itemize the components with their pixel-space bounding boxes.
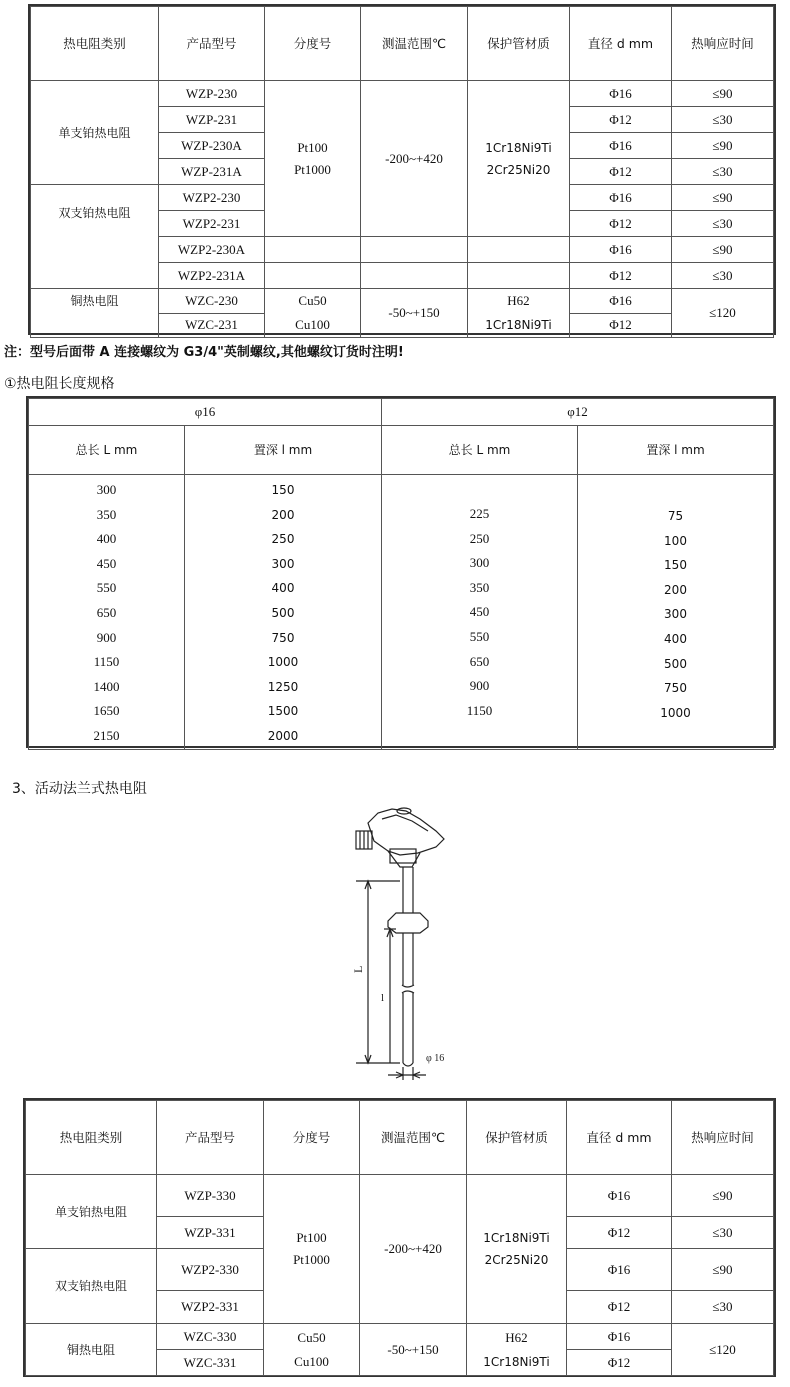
response-cell: ≤30	[672, 263, 774, 289]
diameter-cell: Φ12	[567, 1350, 672, 1376]
response-cell: ≤120	[672, 1324, 774, 1376]
list-item: 1150	[93, 654, 120, 670]
section-3-title: 3、活动法兰式热电阻	[12, 781, 147, 797]
list-item: 350	[469, 579, 490, 595]
response-cell: ≤30	[672, 1217, 774, 1249]
diameter-cell: Φ16	[570, 133, 672, 159]
list-item: 100	[664, 533, 687, 548]
spec-table-1	[28, 4, 776, 335]
empty-cell	[361, 263, 468, 289]
response-cell: ≤30	[672, 1291, 774, 1324]
list-item: 900	[469, 678, 490, 694]
material-cell: H62 1Cr18Ni9Ti	[468, 289, 570, 338]
length-column	[382, 475, 578, 750]
empty-cell	[361, 237, 468, 263]
header-range: 测温范围℃	[360, 1101, 467, 1175]
response-cell: ≤90	[672, 1175, 774, 1217]
list-item: 150	[664, 558, 687, 573]
header-category: 热电阻类别	[31, 7, 159, 81]
list-item: 500	[271, 605, 295, 620]
dim-label-diameter: φ 16	[426, 1053, 445, 1064]
header-insert-depth: 置深 l mm	[578, 426, 774, 475]
diameter-cell: Φ16	[570, 81, 672, 107]
category-cell: 铜热电阻	[26, 1324, 157, 1376]
diameter-cell: Φ12	[570, 211, 672, 237]
list-item: 200	[271, 507, 295, 522]
response-cell: ≤90	[672, 133, 774, 159]
length-table	[26, 396, 776, 748]
list-item: 1000	[660, 705, 691, 720]
response-cell: ≤90	[672, 185, 774, 211]
model-cell: WZP-330	[157, 1175, 264, 1217]
model-cell: WZP-230A	[159, 133, 265, 159]
response-cell: ≤90	[672, 237, 774, 263]
list-item: 400	[271, 581, 295, 596]
model-cell: WZP2-330	[157, 1249, 264, 1291]
list-item: 550	[96, 580, 117, 596]
model-cell: WZC-230	[159, 289, 265, 314]
list-item: 300	[664, 607, 687, 622]
empty-cell	[265, 237, 361, 263]
header-total-length: 总长 L mm	[29, 426, 185, 475]
list-item: 225	[469, 506, 490, 521]
list-item: 300	[96, 482, 117, 497]
header-response: 热响应时间	[672, 1101, 774, 1175]
list-item: 1400	[93, 678, 120, 694]
model-cell: WZP2-230A	[159, 237, 265, 263]
header-model: 产品型号	[157, 1101, 264, 1175]
diameter-cell: Φ16	[570, 289, 672, 314]
list-item: 200	[664, 582, 687, 597]
category-cell: 单支铂热电阻	[26, 1175, 157, 1249]
material-cell: 1Cr18Ni9Ti 2Cr25Ni20	[467, 1175, 567, 1324]
model-cell: WZP-231	[159, 107, 265, 133]
header-graduation: 分度号	[264, 1101, 360, 1175]
model-cell: WZP2-231A	[159, 263, 265, 289]
list-item: 500	[664, 656, 687, 671]
list-item: 1150	[466, 702, 493, 718]
diameter-cell: Φ12	[570, 263, 672, 289]
list-item: 350	[96, 506, 117, 522]
response-cell: ≤90	[672, 1249, 774, 1291]
model-cell: WZP-230	[159, 81, 265, 107]
response-cell: ≤90	[672, 81, 774, 107]
list-item: 300	[271, 556, 295, 571]
diameter-cell: Φ16	[570, 237, 672, 263]
depth-column	[578, 475, 774, 750]
category-cell: 铜热电阻	[31, 289, 159, 338]
model-cell: WZP-331	[157, 1217, 264, 1249]
diameter-cell: Φ12	[570, 159, 672, 185]
list-item: 900	[96, 629, 117, 645]
list-item: 400	[664, 631, 687, 646]
flange-thermometer-diagram	[340, 805, 470, 1085]
header-model: 产品型号	[159, 7, 265, 81]
category-cell: 双支铂热电阻	[31, 185, 159, 289]
spec-table-2	[23, 1098, 776, 1377]
range-cell: -50~+150	[360, 1324, 467, 1376]
model-cell: WZC-231	[159, 313, 265, 338]
list-item: 1650	[93, 703, 120, 719]
list-item: 300	[469, 555, 490, 571]
graduation-cell: Pt100 Pt1000	[265, 81, 361, 237]
model-cell: WZC-330	[157, 1324, 264, 1350]
header-material: 保护管材质	[467, 1101, 567, 1175]
list-item: 250	[271, 532, 295, 547]
empty-cell	[265, 263, 361, 289]
thread-note: 注：型号后面带 A 连接螺纹为 G3/4"英制螺纹,其他螺纹订货时注明!	[4, 345, 404, 360]
diameter-cell: Φ12	[567, 1291, 672, 1324]
diameter-cell: Φ16	[567, 1249, 672, 1291]
group-phi12: φ12	[382, 399, 774, 426]
length-spec-title: ①热电阻长度规格	[4, 376, 115, 392]
list-item: 150	[271, 483, 295, 497]
list-item: 450	[96, 555, 117, 571]
list-item: 2150	[93, 727, 120, 743]
length-column	[29, 475, 185, 750]
header-response: 热响应时间	[672, 7, 774, 81]
list-item: 400	[96, 531, 117, 547]
header-material: 保护管材质	[468, 7, 570, 81]
model-cell: WZC-331	[157, 1350, 264, 1376]
list-item: 75	[667, 509, 684, 523]
header-total-length: 总长 L mm	[382, 426, 578, 475]
list-item: 650	[96, 604, 117, 620]
model-cell: WZP-231A	[159, 159, 265, 185]
header-diameter: 直径 d mm	[567, 1101, 672, 1175]
list-item: 2000	[267, 728, 299, 743]
graduation-cell: Cu50 Cu100	[265, 289, 361, 338]
list-item: 750	[271, 630, 295, 645]
list-item: 1500	[267, 704, 299, 719]
list-item: 250	[469, 530, 490, 546]
list-item: 650	[469, 653, 490, 669]
empty-cell	[468, 263, 570, 289]
response-cell: ≤30	[672, 211, 774, 237]
diameter-cell: Φ12	[570, 313, 672, 338]
dim-label-l: l	[381, 992, 385, 1004]
category-cell: 双支铂热电阻	[26, 1249, 157, 1324]
graduation-cell: Pt100 Pt1000	[264, 1175, 360, 1324]
model-cell: WZP2-231	[159, 211, 265, 237]
graduation-cell: Cu50 Cu100	[264, 1324, 360, 1376]
response-cell: ≤30	[672, 159, 774, 185]
list-item: 550	[469, 628, 490, 644]
list-item: 450	[469, 604, 490, 620]
diameter-cell: Φ12	[570, 107, 672, 133]
header-graduation: 分度号	[265, 7, 361, 81]
header-diameter: 直径 d mm	[570, 7, 672, 81]
material-cell: H62 1Cr18Ni9Ti	[467, 1324, 567, 1376]
list-item: 1250	[267, 679, 299, 694]
depth-column	[185, 475, 382, 750]
group-phi16: φ16	[29, 399, 382, 426]
list-item: 1000	[267, 655, 299, 670]
header-category: 热电阻类别	[26, 1101, 157, 1175]
list-item: 750	[664, 681, 687, 696]
material-cell: 1Cr18Ni9Ti 2Cr25Ni20	[468, 81, 570, 237]
dim-label-L: L	[351, 965, 365, 973]
model-cell: WZP2-230	[159, 185, 265, 211]
model-cell: WZP2-331	[157, 1291, 264, 1324]
category-cell: 单支铂热电阻	[31, 81, 159, 185]
header-insert-depth: 置深 l mm	[185, 426, 382, 475]
range-cell: -50~+150	[361, 289, 468, 338]
range-cell: -200~+420	[360, 1175, 467, 1324]
header-range: 测温范围℃	[361, 7, 468, 81]
diameter-cell: Φ12	[567, 1217, 672, 1249]
empty-cell	[468, 237, 570, 263]
diameter-cell: Φ16	[567, 1175, 672, 1217]
diameter-cell: Φ16	[567, 1324, 672, 1350]
diameter-cell: Φ16	[570, 185, 672, 211]
range-cell: -200~+420	[361, 81, 468, 237]
response-cell: ≤30	[672, 107, 774, 133]
response-cell: ≤120	[672, 289, 774, 338]
